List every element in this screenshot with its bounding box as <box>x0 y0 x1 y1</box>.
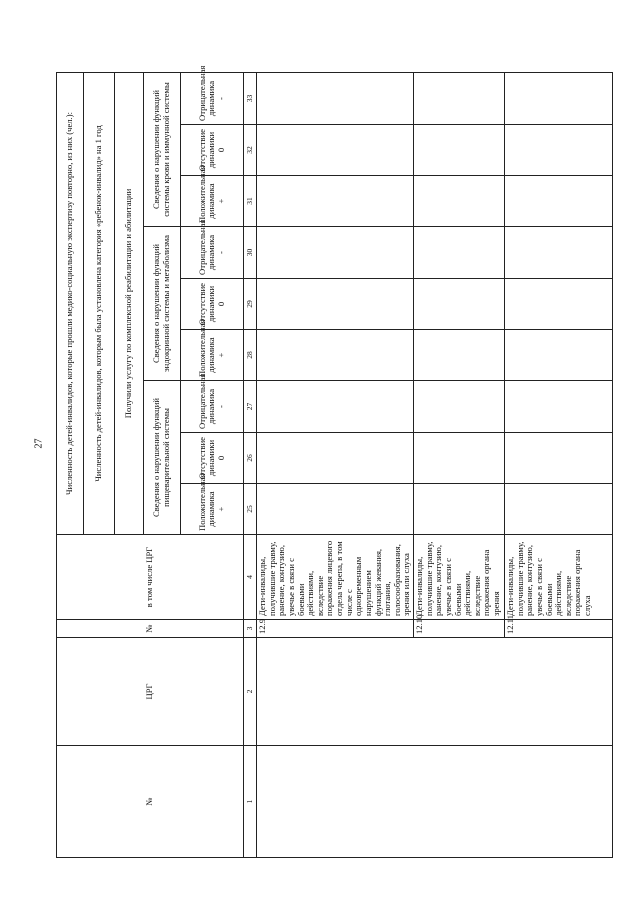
dyn-negative-3: Отрицательная динамика - <box>181 73 244 125</box>
col-num: 29 <box>244 279 257 330</box>
col-num: 2 <box>244 638 257 746</box>
page-number: 27 <box>33 438 45 449</box>
col-num: 1 <box>244 746 257 858</box>
dyn-negative-1: Отрицательная динамика - <box>181 381 244 433</box>
dyn-none-3: Отсутствие динамики 0 <box>181 125 244 176</box>
row-sub-text: Дети-инвалиды, получившие травму, ранение, контузию, увечье в связи с боевыми действиями, вследствие поражения органа зрения <box>414 535 505 620</box>
header-level2: Численность детей-инвалидов, которым была установлена категория «ребенок-инвалид» на 1 год <box>84 73 115 535</box>
col-num: 27 <box>244 381 257 433</box>
statistics-table <box>56 65 613 858</box>
header-level3: Получили услугу по комплексной реабилитации и абилитации <box>115 73 144 535</box>
header-crg: ЦРГ <box>57 638 244 746</box>
col-num: 25 <box>244 484 257 535</box>
row-sub-text: Дети-инвалиды, получившие травму, ранение, контузию, увечье в связи с боевыми действиями, вследствие поражения лицевого отдела черепа, в том числе с одновременным нарушением функций жевания, глотания, голосообразования, зрения или слуха <box>257 535 414 620</box>
col-num: 4 <box>244 535 257 620</box>
row-sub-no: 12.10 <box>414 620 505 638</box>
group-blood-immune: Сведения о нарушении функций системы крови и иммунной системы <box>144 73 181 227</box>
header-no: № <box>57 746 244 858</box>
col-num: 30 <box>244 227 257 279</box>
header-sub-no: № <box>57 620 244 638</box>
row-sub-no: 12.11 <box>505 620 613 638</box>
dyn-negative-2: Отрицательная динамика - <box>181 227 244 279</box>
row-crg-cell <box>257 638 613 746</box>
header-level1: Численность детей-инвалидов, которые прошли медико-социальную экспертизу повторно, из них (чел.): <box>57 73 84 535</box>
dyn-none-2: Отсутствие динамики 0 <box>181 279 244 330</box>
col-num: 26 <box>244 433 257 484</box>
row-sub-text: Дети-инвалиды, получившие травму, ранение, контузию, увечье в связи с боевыми действиями, вследствие поражения органа слуха <box>505 535 613 620</box>
dyn-positive-1: Положительная динамика + <box>181 484 244 535</box>
col-num: 33 <box>244 73 257 125</box>
col-num: 32 <box>244 125 257 176</box>
col-num: 28 <box>244 330 257 381</box>
group-endocrine: Сведения о нарушении функций эндокринной системы и метаболизма <box>144 227 181 381</box>
table-row <box>257 73 414 858</box>
dyn-none-1: Отсутствие динамики 0 <box>181 433 244 484</box>
row-no-cell <box>257 746 613 858</box>
header-sub-crg: в том числе ЦРГ <box>57 535 244 620</box>
rotated-table-sheet <box>56 65 592 858</box>
column-number-row <box>244 73 257 858</box>
dyn-positive-2: Положительная динамика + <box>181 330 244 381</box>
dyn-positive-3: Положительная динамика + <box>181 176 244 227</box>
col-num: 31 <box>244 176 257 227</box>
col-num: 3 <box>244 620 257 638</box>
group-digestive: Сведения о нарушении функций пищеварительной системы <box>144 381 181 535</box>
row-sub-no: 12.9 <box>257 620 414 638</box>
